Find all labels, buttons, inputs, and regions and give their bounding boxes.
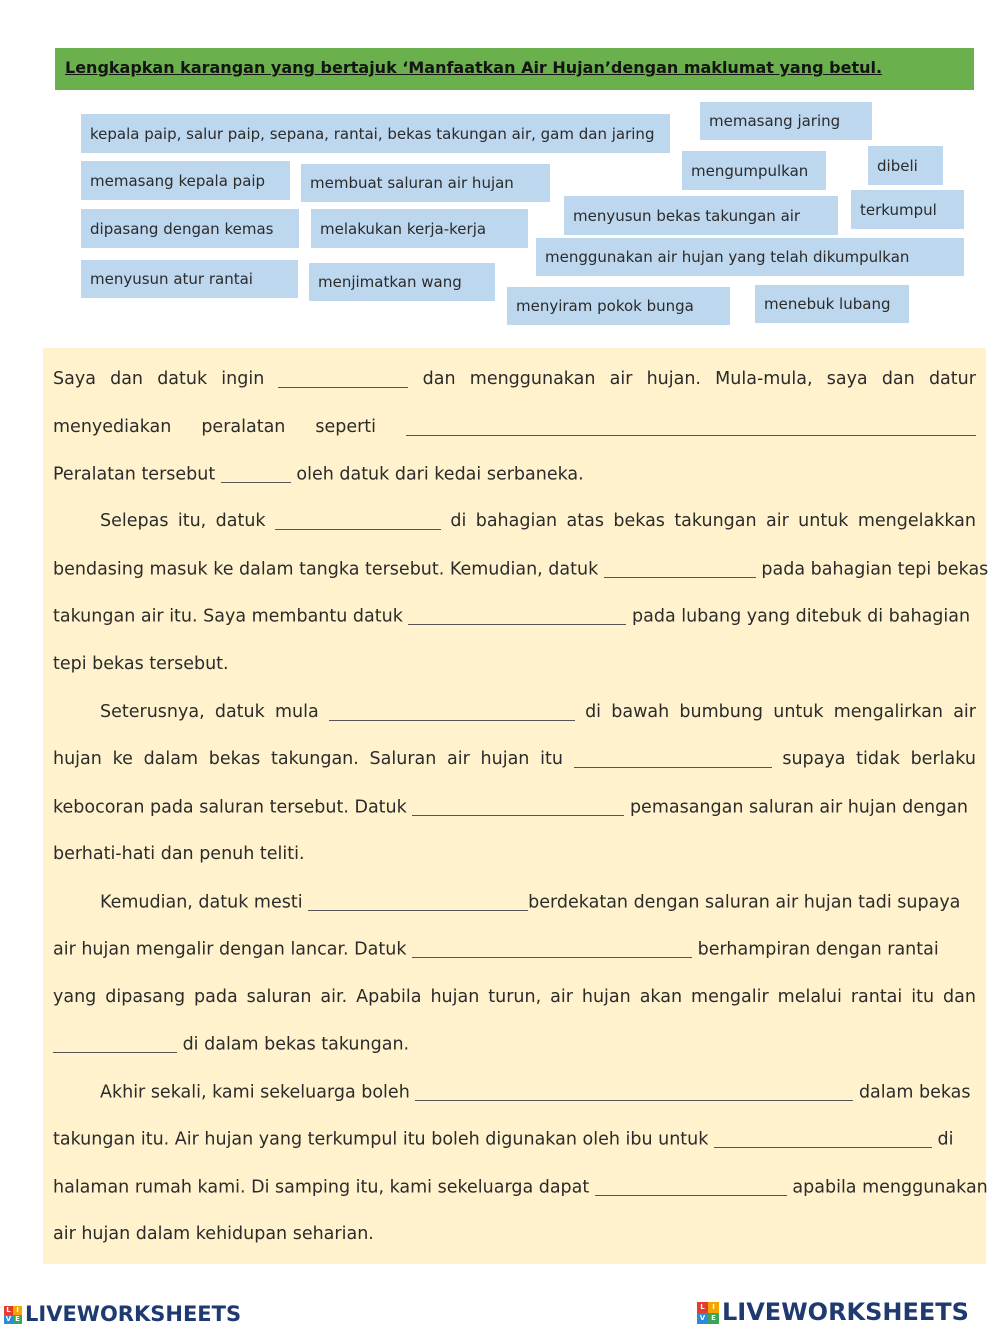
instruction-text: Lengkapkan karangan yang bertajuk ‘Manfaatkan Air Hujan’dengan maklumat yang betul. [65,58,883,77]
word: ingin [221,369,265,389]
word: itu, [177,511,207,531]
text: oleh datuk dari kedai serbaneka. [296,464,584,485]
word: mengalirkan [833,702,944,722]
answer-blank[interactable] [275,511,441,530]
text: air hujan mengalir dengan lancar. Datuk [53,939,407,960]
text: di dalam bekas takungan. [182,1034,410,1055]
instruction-banner [55,48,974,90]
word: Seterusnya, [100,702,205,722]
word: Apabila [356,987,422,1007]
word-chip[interactable]: menjimatkan wang [309,263,495,301]
essay-line [53,1129,976,1150]
brand-text: LIVEWORKSHEETS [25,1302,242,1326]
text: berhampiran dengan rantai [697,939,939,960]
word: takungan [674,511,757,531]
mark-letter: E [708,1313,719,1324]
word: saluran [246,987,312,1007]
word-chip[interactable]: menyusun atur rantai [81,260,298,298]
word: saya [826,369,868,389]
word: Saluran [369,749,437,769]
text: Akhir sekali, kami sekeluarga boleh [100,1082,410,1103]
text: takungan itu. Air hujan yang terkumpul itu boleh digunakan oleh ibu untuk [53,1129,709,1150]
word: pada [194,987,238,1007]
answer-blank[interactable] [406,417,976,436]
word: bekas [208,749,261,769]
mark-letter: I [13,1306,22,1315]
word: bawah [611,702,670,722]
word: air [953,702,976,722]
essay-line [53,987,976,1007]
word: hujan [53,749,102,769]
mark-letter: L [4,1306,13,1315]
word-chip[interactable]: menyusun bekas takungan air [564,196,838,235]
text: di [937,1129,954,1150]
word: dan [881,369,915,389]
text: air hujan dalam kehidupan seharian. [53,1224,374,1244]
essay-line [53,1082,976,1103]
word: air. [320,987,348,1007]
answer-blank[interactable] [308,892,528,911]
word: menyediakan [53,417,172,437]
word: datuk [215,511,266,531]
word: bekas [613,511,665,531]
word: air [609,369,633,389]
word: peralatan [201,417,286,437]
word: itu [911,987,935,1007]
essay-line [53,606,976,627]
text: tepi bekas tersebut. [53,654,229,674]
word: dipasang [105,987,186,1007]
essay-line [53,1224,976,1244]
text: takungan air itu. Saya membantu datuk [53,606,403,627]
word: bumbung [679,702,764,722]
mark-letter: I [708,1302,719,1313]
answer-blank[interactable] [221,464,291,483]
word: hujan [430,987,480,1007]
word: atas [566,511,604,531]
word: dan [943,987,976,1007]
word: hujan [581,987,631,1007]
essay-line [53,1034,976,1055]
word: datur [928,369,976,389]
word: melalui [777,987,842,1007]
word: datuk [157,369,208,389]
text: kebocoran pada saluran tersebut. Datuk [53,797,407,818]
essay-line [53,417,976,437]
word: hujan. [646,369,701,389]
answer-blank[interactable] [415,1082,853,1101]
answer-blank[interactable] [278,369,408,388]
word: untuk [798,511,849,531]
word: yang [53,987,97,1007]
essay-line [53,892,976,913]
answer-blank[interactable] [574,749,772,768]
answer-blank[interactable] [329,702,575,721]
word: dan [110,369,144,389]
mark-letter: E [13,1315,22,1324]
text: apabila menggunakan [792,1177,988,1198]
word: di [585,702,602,722]
word: air [550,987,573,1007]
word: di [450,511,467,531]
word: mengalir [691,987,769,1007]
answer-blank[interactable] [53,1034,177,1053]
word-chip[interactable]: memasang jaring [700,102,872,140]
word: rantai [850,987,903,1007]
essay-line [53,369,976,389]
word: supaya [782,749,846,769]
essay-line [53,464,976,485]
essay-line [53,1177,988,1198]
word: Selepas [100,511,169,531]
word-chip[interactable]: melakukan kerja-kerja [311,209,528,248]
answer-blank[interactable] [412,939,692,958]
liveworksheets-mark-icon [4,1306,22,1324]
essay-line [53,749,976,769]
word: akan [639,987,683,1007]
word-chip[interactable]: mengumpulkan [682,151,826,190]
word-chip[interactable]: membuat saluran air hujan [301,164,550,202]
text: pada bahagian tepi bekas [761,559,989,580]
liveworksheets-logo-right [697,1298,969,1326]
word: mula [274,702,319,722]
answer-blank[interactable] [412,797,624,816]
word: ke [112,749,133,769]
word: air [766,511,789,531]
word-chip[interactable]: kepala paip, salur paip, sepana, rantai, bekas takungan air, gam dan jaring [81,114,670,153]
word: datuk [214,702,265,722]
essay-line [53,702,976,722]
word: bahagian [475,511,558,531]
essay-line [53,654,976,674]
essay-line [53,511,976,531]
text: berdekatan dengan saluran air hujan tadi supaya [528,892,961,913]
text: pemasangan saluran air hujan dengan [629,797,969,818]
word-chip[interactable]: memasang kepala paip [81,161,290,200]
text: halaman rumah kami. Di samping itu, kami sekeluarga dapat [53,1177,590,1198]
word: berlaku [910,749,976,769]
word: takungan. [270,749,359,769]
answer-blank[interactable] [595,1177,787,1196]
word-chip[interactable]: terkumpul [851,190,964,229]
word-chip[interactable]: menyiram pokok bunga [507,287,730,325]
brand-text: LIVEWORKSHEETS [722,1298,969,1326]
word: Saya [53,369,96,389]
mark-letter: L [697,1302,708,1313]
word: untuk [773,702,824,722]
word: dalam [143,749,199,769]
word: itu [540,749,563,769]
word: menggunakan [469,369,596,389]
text: Peralatan tersebut [53,464,216,485]
liveworksheets-logo-left [4,1302,241,1326]
text: dalam bekas [858,1082,971,1103]
word-chip[interactable]: dibeli [868,146,943,185]
word-chip[interactable]: menebuk lubang [755,285,909,323]
text: pada lubang yang ditebuk di bahagian [632,606,971,627]
word: mengelakkan [857,511,976,531]
mark-letter: V [5,1315,12,1323]
word: Mula-mula, [715,369,813,389]
text: bendasing masuk ke dalam tangka tersebut. Kemudian, datuk [53,559,599,580]
essay-line [53,844,976,864]
word: air [447,749,470,769]
word: hujan [480,749,530,769]
word: tidak [856,749,900,769]
word: turun, [488,987,542,1007]
word-chip[interactable]: dipasang dengan kemas [81,209,299,248]
word-chip[interactable]: menggunakan air hujan yang telah dikumpulkan [536,238,964,276]
text: berhati-hati dan penuh teliti. [53,844,305,864]
word: dan [422,369,456,389]
text: Kemudian, datuk mesti [100,892,303,913]
essay-line [53,559,989,580]
answer-blank[interactable] [408,606,626,625]
liveworksheets-mark-icon [697,1302,719,1324]
answer-blank[interactable] [604,559,756,578]
mark-letter: V [697,1313,708,1324]
word: seperti [315,417,377,437]
answer-blank[interactable] [714,1129,932,1148]
essay-line [53,939,976,960]
essay-line [53,797,976,818]
